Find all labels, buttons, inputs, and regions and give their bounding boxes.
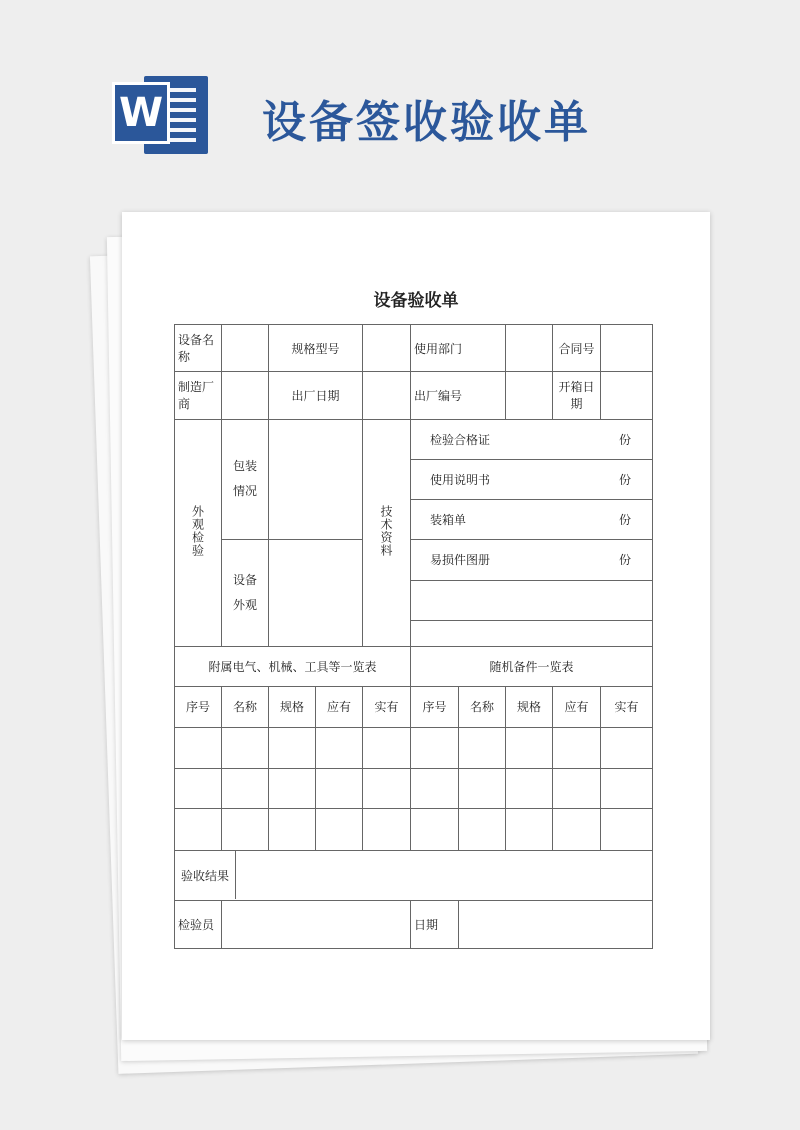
label-equipment-name: 设备名称 bbox=[175, 325, 222, 372]
doc-row-blank-2[interactable] bbox=[411, 620, 653, 646]
equipment-look-line-2: 外观 bbox=[232, 598, 257, 613]
table-cell[interactable] bbox=[459, 768, 506, 808]
label-factory-no: 出厂编号 bbox=[411, 372, 506, 419]
form-row-signoff bbox=[175, 900, 653, 948]
form-row-result bbox=[175, 851, 653, 900]
doc-certificate-label: 检验合格证 bbox=[430, 432, 491, 447]
tech-docs-text: 技术资料 bbox=[379, 505, 394, 558]
copies-unit: 份 bbox=[619, 472, 632, 487]
form-row-attachment-titles bbox=[175, 647, 653, 687]
col-header-spec: 规格 bbox=[269, 687, 316, 727]
form-row-basic-1 bbox=[175, 325, 653, 372]
table-cell[interactable] bbox=[601, 809, 653, 851]
table-row bbox=[175, 768, 653, 808]
copies-unit: 份 bbox=[619, 553, 632, 568]
table-cell[interactable] bbox=[553, 727, 601, 768]
table-cell[interactable] bbox=[363, 727, 411, 768]
label-appearance-check bbox=[175, 419, 222, 646]
table-cell[interactable] bbox=[222, 768, 269, 808]
field-factory-date[interactable] bbox=[363, 372, 411, 419]
field-result[interactable] bbox=[236, 851, 652, 899]
col-header-name: 名称 bbox=[222, 687, 269, 727]
copies-unit: 份 bbox=[619, 432, 632, 447]
col-header-spec: 规格 bbox=[506, 687, 553, 727]
table-cell[interactable] bbox=[316, 768, 363, 808]
field-date[interactable] bbox=[459, 900, 653, 948]
label-attachments-left: 附属电气、机械、工具等一览表 bbox=[175, 647, 411, 687]
label-factory-date: 出厂日期 bbox=[269, 372, 363, 419]
doc-parts-atlas-label: 易损件图册 bbox=[430, 553, 491, 568]
col-header-actual: 实有 bbox=[363, 687, 411, 727]
table-cell[interactable] bbox=[601, 727, 653, 768]
label-equipment-look bbox=[222, 540, 269, 647]
page-title: 设备签收验收单 bbox=[262, 97, 591, 148]
doc-manual-label: 使用说明书 bbox=[430, 472, 491, 487]
form-row-inspection-1 bbox=[175, 419, 653, 459]
attachment-column-headers bbox=[175, 687, 653, 727]
field-inspector[interactable] bbox=[222, 900, 411, 948]
label-inspector: 检验员 bbox=[175, 900, 222, 948]
label-contract-no: 合同号 bbox=[553, 325, 601, 372]
table-cell[interactable] bbox=[506, 809, 553, 851]
table-cell[interactable] bbox=[222, 727, 269, 768]
label-unpack-date: 开箱日期 bbox=[553, 372, 601, 419]
col-header-expected: 应有 bbox=[316, 687, 363, 727]
word-logo-icon bbox=[112, 74, 212, 156]
field-spec-model[interactable] bbox=[363, 325, 411, 372]
field-department[interactable] bbox=[506, 325, 553, 372]
acceptance-form-table bbox=[174, 324, 653, 949]
table-cell[interactable] bbox=[363, 809, 411, 851]
packaging-line-2: 情况 bbox=[232, 484, 257, 499]
result-cell bbox=[175, 851, 653, 900]
col-header-name: 名称 bbox=[459, 687, 506, 727]
doc-packing-list-label: 装箱单 bbox=[430, 513, 467, 528]
table-cell[interactable] bbox=[553, 768, 601, 808]
label-date: 日期 bbox=[411, 900, 459, 948]
table-cell[interactable] bbox=[269, 809, 316, 851]
word-letter-badge: W bbox=[112, 82, 170, 144]
table-cell[interactable] bbox=[269, 727, 316, 768]
doc-row-packing-list[interactable] bbox=[411, 500, 653, 540]
field-manufacturer[interactable] bbox=[222, 372, 269, 419]
field-equipment-name[interactable] bbox=[222, 325, 269, 372]
table-cell[interactable] bbox=[316, 727, 363, 768]
table-cell[interactable] bbox=[459, 727, 506, 768]
table-cell[interactable] bbox=[175, 768, 222, 808]
table-cell[interactable] bbox=[411, 809, 459, 851]
document-page bbox=[122, 212, 710, 1040]
table-cell[interactable] bbox=[222, 809, 269, 851]
doc-row-manual[interactable] bbox=[411, 459, 653, 499]
table-cell[interactable] bbox=[316, 809, 363, 851]
doc-row-certificate[interactable] bbox=[411, 419, 653, 459]
table-row bbox=[175, 809, 653, 851]
col-header-actual: 实有 bbox=[601, 687, 653, 727]
doc-row-parts-atlas[interactable] bbox=[411, 540, 653, 580]
field-unpack-date[interactable] bbox=[601, 372, 653, 419]
equipment-look-line-1: 设备 bbox=[232, 572, 257, 587]
table-row bbox=[175, 727, 653, 768]
table-cell[interactable] bbox=[506, 727, 553, 768]
label-tech-docs bbox=[363, 419, 411, 646]
table-cell[interactable] bbox=[363, 768, 411, 808]
col-header-no: 序号 bbox=[175, 687, 222, 727]
label-attachments-right: 随机备件一览表 bbox=[411, 647, 653, 687]
doc-row-blank-1[interactable] bbox=[411, 580, 653, 620]
packaging-line-1: 包装 bbox=[232, 459, 257, 474]
table-cell[interactable] bbox=[269, 768, 316, 808]
label-department: 使用部门 bbox=[411, 325, 506, 372]
form-row-basic-2 bbox=[175, 372, 653, 419]
col-header-no: 序号 bbox=[411, 687, 459, 727]
label-manufacturer: 制造厂商 bbox=[175, 372, 222, 419]
form-title: 设备验收单 bbox=[373, 291, 459, 311]
field-packaging[interactable] bbox=[269, 419, 363, 540]
appearance-check-text: 外观检验 bbox=[190, 505, 205, 558]
table-cell[interactable] bbox=[411, 727, 459, 768]
col-header-expected: 应有 bbox=[553, 687, 601, 727]
label-packaging bbox=[222, 419, 269, 540]
label-spec-model: 规格型号 bbox=[269, 325, 363, 372]
field-equipment-look[interactable] bbox=[269, 540, 363, 647]
copies-unit: 份 bbox=[619, 513, 632, 528]
label-result: 验收结果 bbox=[175, 851, 236, 899]
table-cell[interactable] bbox=[411, 768, 459, 808]
table-cell[interactable] bbox=[175, 809, 222, 851]
table-cell[interactable] bbox=[601, 768, 653, 808]
form-row-inspection-4 bbox=[175, 540, 653, 580]
table-cell[interactable] bbox=[175, 727, 222, 768]
table-cell[interactable] bbox=[459, 809, 506, 851]
field-factory-no[interactable] bbox=[506, 372, 553, 419]
field-contract-no[interactable] bbox=[601, 325, 653, 372]
table-cell[interactable] bbox=[506, 768, 553, 808]
table-cell[interactable] bbox=[553, 809, 601, 851]
